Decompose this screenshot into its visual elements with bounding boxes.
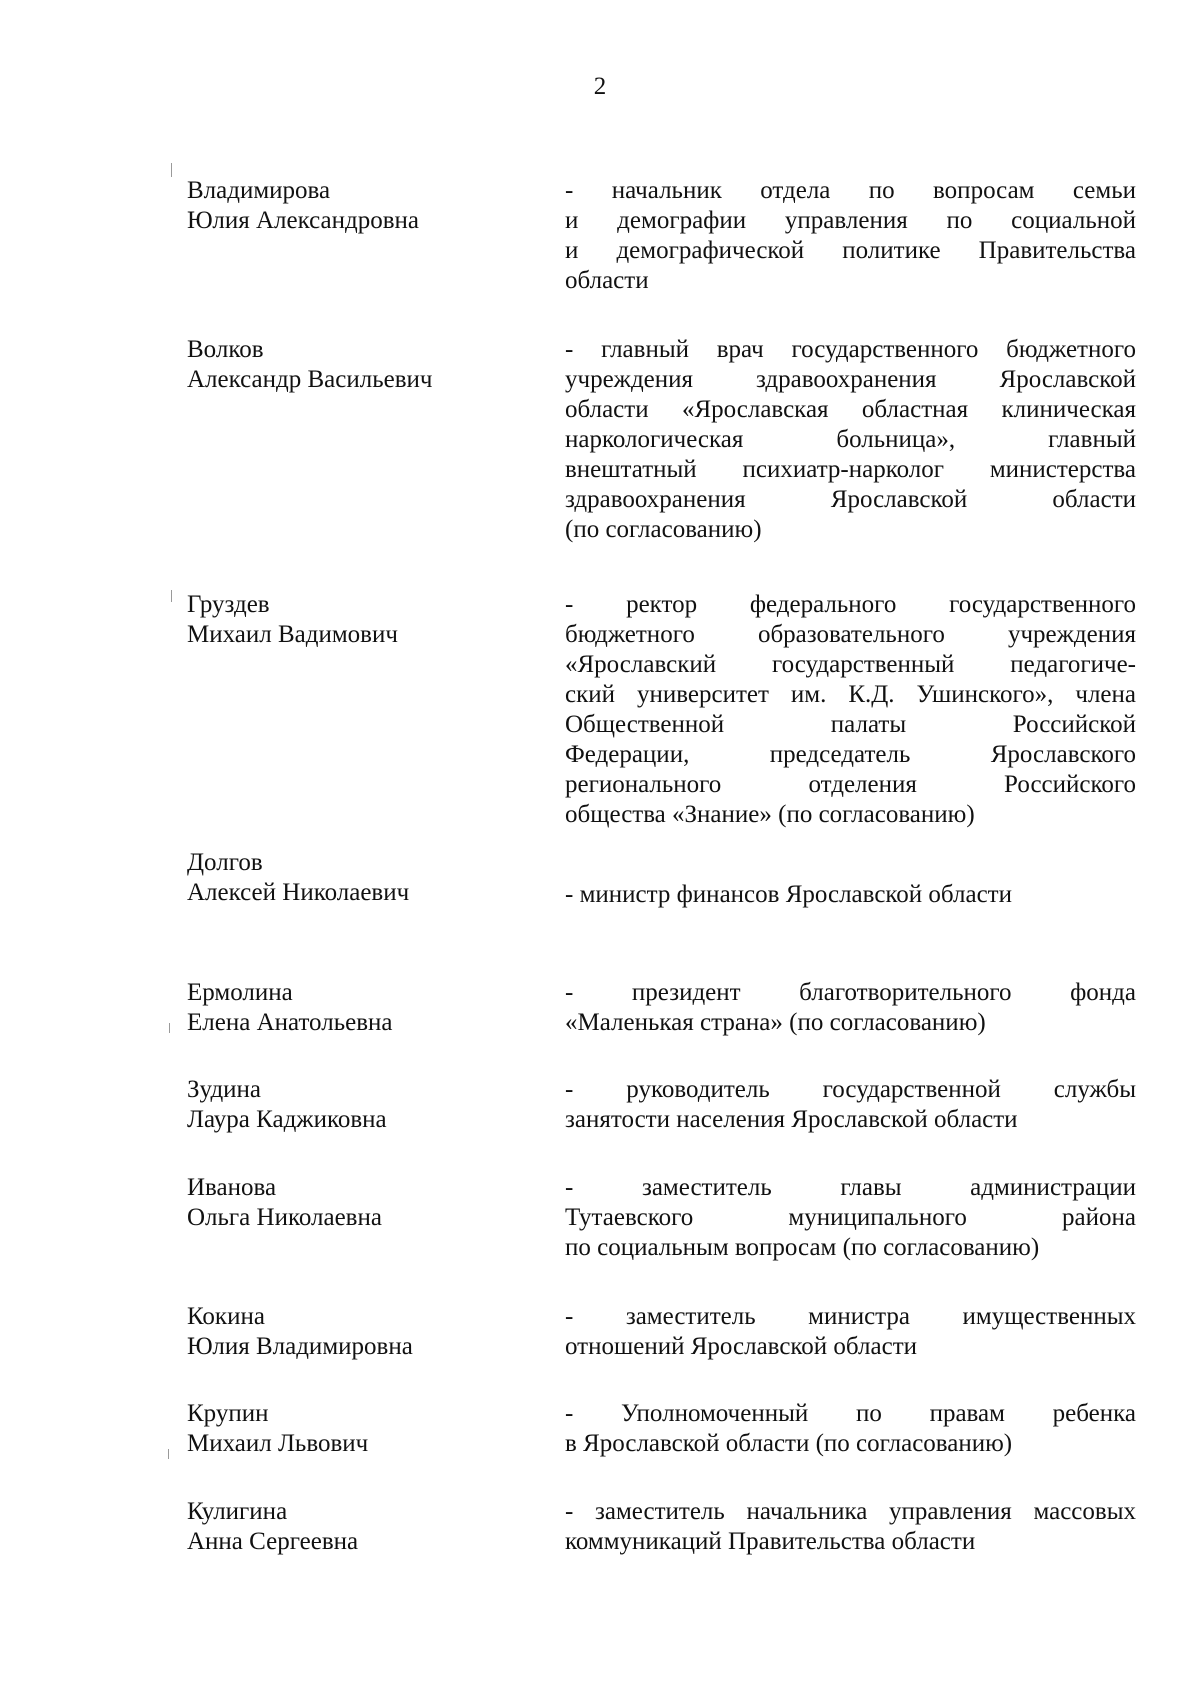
member-role xyxy=(565,1173,1136,1263)
member-role-line: и демографической политике Правительства xyxy=(565,237,1136,264)
member-role xyxy=(565,590,1136,830)
scan-speck xyxy=(171,590,172,602)
member-role xyxy=(565,880,1136,910)
member-role-line: - заместитель главы администрации xyxy=(565,1174,1136,1201)
member-name xyxy=(187,1302,547,1362)
member-given-names: Юлия Александровна xyxy=(187,207,419,234)
member-surname: Кулигина xyxy=(187,1498,288,1525)
scan-speck xyxy=(169,1023,170,1033)
member-given-names: Михаил Львович xyxy=(187,1430,369,1457)
member-role-line: Федерации, председатель Ярославского xyxy=(565,741,1136,768)
member-role-line: отношений Ярославской области xyxy=(565,1333,918,1360)
member-surname: Груздев xyxy=(187,591,270,618)
member-given-names: Лаура Каджиковна xyxy=(187,1106,387,1133)
member-role-line: регионального отделения Российского xyxy=(565,771,1136,798)
member-role-line: - ректор федерального государственного xyxy=(565,591,1136,618)
scan-speck xyxy=(168,1449,169,1459)
member-name xyxy=(187,335,547,395)
member-role xyxy=(565,1075,1136,1135)
member-role-line: (по согласованию) xyxy=(565,516,762,543)
member-role-line: по социальным вопросам (по согласованию) xyxy=(565,1234,1040,1261)
member-name xyxy=(187,978,547,1038)
member-role-line: занятости населения Ярославской области xyxy=(565,1106,1018,1133)
member-surname: Долгов xyxy=(187,849,263,876)
member-given-names: Анна Сергеевна xyxy=(187,1528,359,1555)
member-role-line: внештатный психиатр-нарколог министерства xyxy=(565,456,1136,483)
page-number: 2 xyxy=(593,73,607,100)
member-name xyxy=(187,1399,547,1459)
member-given-names: Алексей Николаевич xyxy=(187,879,410,906)
member-name xyxy=(187,848,547,908)
member-given-names: Александр Васильевич xyxy=(187,366,433,393)
member-role xyxy=(565,176,1136,296)
member-role-line: в Ярославской области (по согласованию) xyxy=(565,1430,1013,1457)
member-name xyxy=(187,590,547,650)
member-surname: Ермолина xyxy=(187,979,293,1006)
member-role-line: - заместитель начальника управления массовых xyxy=(565,1498,1136,1525)
member-role-line: коммуникаций Правительства области xyxy=(565,1528,976,1555)
member-role-line: «Маленькая страна» (по согласованию) xyxy=(565,1009,986,1036)
member-role xyxy=(565,978,1136,1038)
member-role-line: - президент благотворительного фонда xyxy=(565,979,1136,1006)
member-role-line: и демографии управления по социальной xyxy=(565,207,1136,234)
member-role-line: - заместитель министра имущественных xyxy=(565,1303,1136,1330)
member-role-line: здравоохранения Ярославской области xyxy=(565,486,1136,513)
member-role-line: - начальник отдела по вопросам семьи xyxy=(565,177,1136,204)
member-role-line: общества «Знание» (по согласованию) xyxy=(565,801,975,828)
member-surname: Владимирова xyxy=(187,177,331,204)
member-role xyxy=(565,335,1136,545)
member-name xyxy=(187,1173,547,1233)
member-given-names: Ольга Николаевна xyxy=(187,1204,382,1231)
member-given-names: Юлия Владимировна xyxy=(187,1333,413,1360)
member-role xyxy=(565,1302,1136,1362)
member-role-line: учреждения здравоохранения Ярославской xyxy=(565,366,1136,393)
member-role-line: Тутаевского муниципального района xyxy=(565,1204,1136,1231)
member-role-line: бюджетного образовательного учреждения xyxy=(565,621,1136,648)
member-given-names: Михаил Вадимович xyxy=(187,621,398,648)
member-role-line: - руководитель государственной службы xyxy=(565,1076,1136,1103)
member-name xyxy=(187,176,547,236)
member-surname: Зудина xyxy=(187,1076,262,1103)
member-role-line: наркологическая больница», главный xyxy=(565,426,1136,453)
member-role-line: - министр финансов Ярославской области xyxy=(565,881,1012,908)
member-role-line: области «Ярославская областная клиническая xyxy=(565,396,1136,423)
member-given-names: Елена Анатольевна xyxy=(187,1009,393,1036)
member-name xyxy=(187,1497,547,1557)
member-surname: Кокина xyxy=(187,1303,265,1330)
member-role-line: «Ярославский государственный педагогиче- xyxy=(565,651,1136,678)
member-name xyxy=(187,1075,547,1135)
member-role-line: ский университет им. К.Д. Ушинского», члена xyxy=(565,681,1136,708)
scan-speck xyxy=(171,163,172,177)
member-role xyxy=(565,1497,1136,1557)
member-role xyxy=(565,1399,1136,1459)
member-surname: Волков xyxy=(187,336,264,363)
member-surname: Иванова xyxy=(187,1174,277,1201)
member-role-line: Общественной палаты Российской xyxy=(565,711,1136,738)
member-surname: Крупин xyxy=(187,1400,269,1427)
member-role-line: - главный врач государственного бюджетного xyxy=(565,336,1136,363)
member-role-line: области xyxy=(565,267,649,294)
member-role-line: - Уполномоченный по правам ребенка xyxy=(565,1400,1136,1427)
